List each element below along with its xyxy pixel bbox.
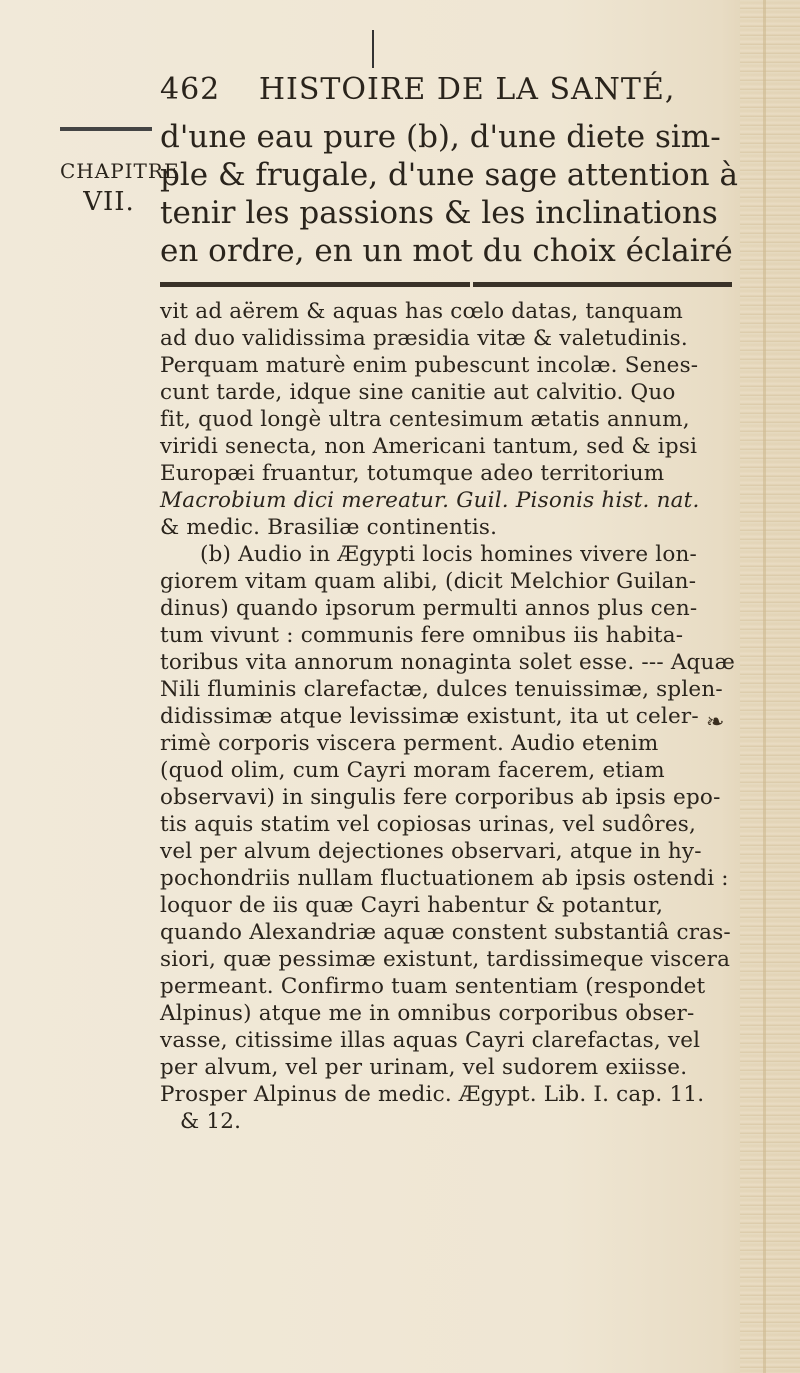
main-text-line: tenir les passions & les inclinations xyxy=(160,195,718,231)
footnote-line: toribus vita annorum nonaginta solet esse. --- Aquæ xyxy=(160,650,735,675)
footnote-line: vel per alvum dejectiones observari, atque in hy- xyxy=(160,839,702,864)
footnote-line: per alvum, vel per urinam, vel sudorem exiisse. xyxy=(160,1055,688,1080)
footnote-line: cunt tarde, idque sine canitie aut calvitio. Quo xyxy=(160,380,676,405)
footnote-line: permeant. Confirmo tuam sententiam (respondet xyxy=(160,974,706,999)
footnote-line: Alpinus) atque me in omnibus corporibus obser- xyxy=(160,1001,695,1026)
page-edge-line xyxy=(763,0,766,1373)
footnote-line: viridi senecta, non Americani tantum, sed & ipsi xyxy=(160,434,698,459)
running-header xyxy=(160,72,720,107)
chapter-label: CHAPITRE xyxy=(60,159,180,183)
page-edge xyxy=(740,0,800,1373)
main-text-line: d'une eau pure (b), d'une diete sim- xyxy=(160,119,721,155)
footnote-line: & 12. xyxy=(180,1109,242,1134)
footnote-line: tum vivunt : communis fere omnibus iis habita- xyxy=(160,623,684,648)
footnote-line: (quod olim, cum Cayri moram facerem, etiam xyxy=(160,758,665,783)
footnote-line: Nili fluminis clarefactæ, dulces tenuissimæ, splen- xyxy=(160,677,723,702)
running-title: HISTOIRE DE LA SANTÉ, xyxy=(258,72,676,107)
margin-rule xyxy=(60,127,152,131)
footnote-line: Macrobium dici mereatur. Guil. Pisonis hist. nat. xyxy=(160,488,700,513)
main-text-line: en ordre, en un mot du choix éclairé xyxy=(160,233,733,269)
footnote-line: vit ad aërem & aquas has cœlo datas, tanquam xyxy=(160,299,683,324)
main-text-line: ple & frugale, d'une sage attention à xyxy=(160,157,738,193)
footnote-line: Perquam maturè enim pubescunt incolæ. Senes- xyxy=(160,353,699,378)
footnote-line: Europæi fruantur, totumque adeo territorium xyxy=(160,461,665,486)
page-number: 462 xyxy=(160,72,221,107)
footnote-line: rimè corporis viscera perment. Audio etenim xyxy=(160,731,659,756)
ink-mark-icon: ❧ xyxy=(706,710,725,735)
footnote-line: pochondriis nullam fluctuationem ab ipsis ostendi : xyxy=(160,866,729,891)
footnote-line: siori, quæ pessimæ existunt, tardissimeque viscera xyxy=(160,947,731,972)
main-text xyxy=(160,118,740,270)
chapter-number: VII. xyxy=(83,187,135,217)
footnote-line: Prosper Alpinus de medic. Ægypt. Lib. I. cap. 11. xyxy=(160,1082,705,1107)
footnote-line: (b) Audio in Ægypti locis homines vivere lon- xyxy=(200,542,698,567)
footnote-line: giorem vitam quam alibi, (dicit Melchior Guilan- xyxy=(160,569,697,594)
footnote-line: tis aquis statim vel copiosas urinas, vel sudôres, xyxy=(160,812,697,837)
chapter-margin-note xyxy=(60,158,180,220)
footnote-line: fit, quod longè ultra centesimum ætatis annum, xyxy=(160,407,690,432)
footnote-line: dinus) quando ipsorum permulti annos plus cen- xyxy=(160,596,698,621)
footnote-line: observavi) in singulis fere corporibus ab ipsis epo- xyxy=(160,785,721,810)
footnote-line: & medic. Brasiliæ continentis. xyxy=(160,515,498,540)
top-mark xyxy=(372,30,374,68)
footnote-line: didissimæ atque levissimæ existunt, ita ut celer- xyxy=(160,704,699,729)
footnote-separator xyxy=(160,282,732,287)
footnote-line: vasse, citissime illas aquas Cayri clarefactas, vel xyxy=(160,1028,701,1053)
footnotes xyxy=(160,298,740,1135)
footnote-line: loquor de iis quæ Cayri habentur & potantur, xyxy=(160,893,664,918)
footnote-line: ad duo validissima præsidia vitæ & valetudinis. xyxy=(160,326,688,351)
footnote-line: quando Alexandriæ aquæ constent substantiâ cras- xyxy=(160,920,731,945)
